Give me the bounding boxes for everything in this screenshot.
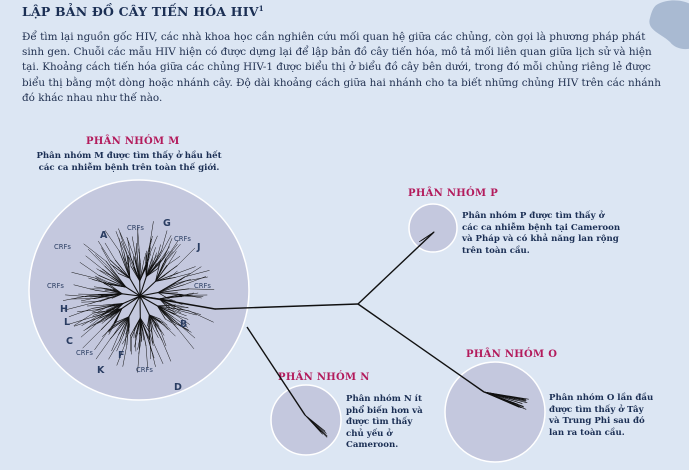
crf-label: CRFs	[194, 282, 211, 290]
title-footnote: 1	[258, 4, 264, 13]
crf-label: CRFs	[174, 235, 191, 243]
crf-label: CRFs	[47, 282, 64, 290]
subtype-label-f: F	[118, 350, 125, 361]
group-p-circle	[409, 204, 457, 252]
group-p-description: Phân nhóm P được tìm thấy ở các ca nhiễm bệnh tại Cameroon và Pháp và có khả năng lan rộng trên toàn cầu.	[462, 211, 621, 256]
group-m-description: Phân nhóm M được tìm thấy ở hầu hết các ca nhiễm bệnh trên toàn thế giới.	[36, 151, 222, 173]
tree-branch	[129, 317, 130, 325]
tree-backbone	[215, 232, 484, 415]
subtype-label-l: L	[64, 317, 71, 328]
group-p-title: PHÂN NHÓM P	[408, 188, 499, 199]
subtype-label-j: J	[197, 242, 201, 253]
crf-label: CRFs	[76, 349, 93, 357]
subtype-label-g: G	[163, 218, 171, 229]
subtype-label-b: B	[180, 319, 188, 330]
crf-label: CRFs	[127, 224, 144, 232]
subtype-label-k: K	[97, 365, 105, 376]
group-n-description: Phân nhóm N ít phổ biến hơn và được tìm thấy chủ yếu ở Cameroon.	[346, 394, 423, 451]
group-o-title: PHÂN NHÓM O	[466, 349, 558, 360]
group-m-title: PHÂN NHÓM M	[86, 136, 180, 147]
crf-label: CRFs	[136, 366, 153, 374]
crf-label: CRFs	[54, 243, 71, 251]
group-n-title: PHÂN NHÓM N	[278, 372, 370, 383]
subtype-label-d: D	[174, 382, 182, 393]
subtype-label-a: A	[100, 230, 108, 241]
page-title: LẬP BẢN ĐỒ CÂY TIẾN HÓA HIV$^1$	[22, 4, 264, 20]
group-o-circle	[445, 362, 545, 462]
subtype-label-h: H	[60, 304, 68, 315]
intro-paragraph: Để tìm lại nguồn gốc HIV, các nhà khoa học cần nghiên cứu mối quan hệ giữa các chủng, còn gọi là phương pháp phát sinh gen. Chuỗi các mẫu HIV hiện có được dựng lại để lập bản đồ cây tiến hóa, mô tả mối liên quan giữa lịch sử và hiện tại. Khoảng cách tiến hóa giữa các chủng HIV-1 được biểu thị ở biểu đồ cây bên dưới, trong đó mỗi chủng riêng lẻ được biểu thị bằng một dòng hoặc nhánh cây. Độ dài khoảng cách giữa hai nhánh cho ta biết những chủng HIV trên các nhánh đó khác nhau như thế nào.	[22, 31, 661, 104]
group-o-description: Phân nhóm O lần đầu được tìm thấy ở Tây và Trung Phi sau đó lan ra toàn cầu.	[549, 393, 654, 438]
group-n-circle	[271, 385, 341, 455]
subtype-label-c: C	[66, 336, 73, 347]
